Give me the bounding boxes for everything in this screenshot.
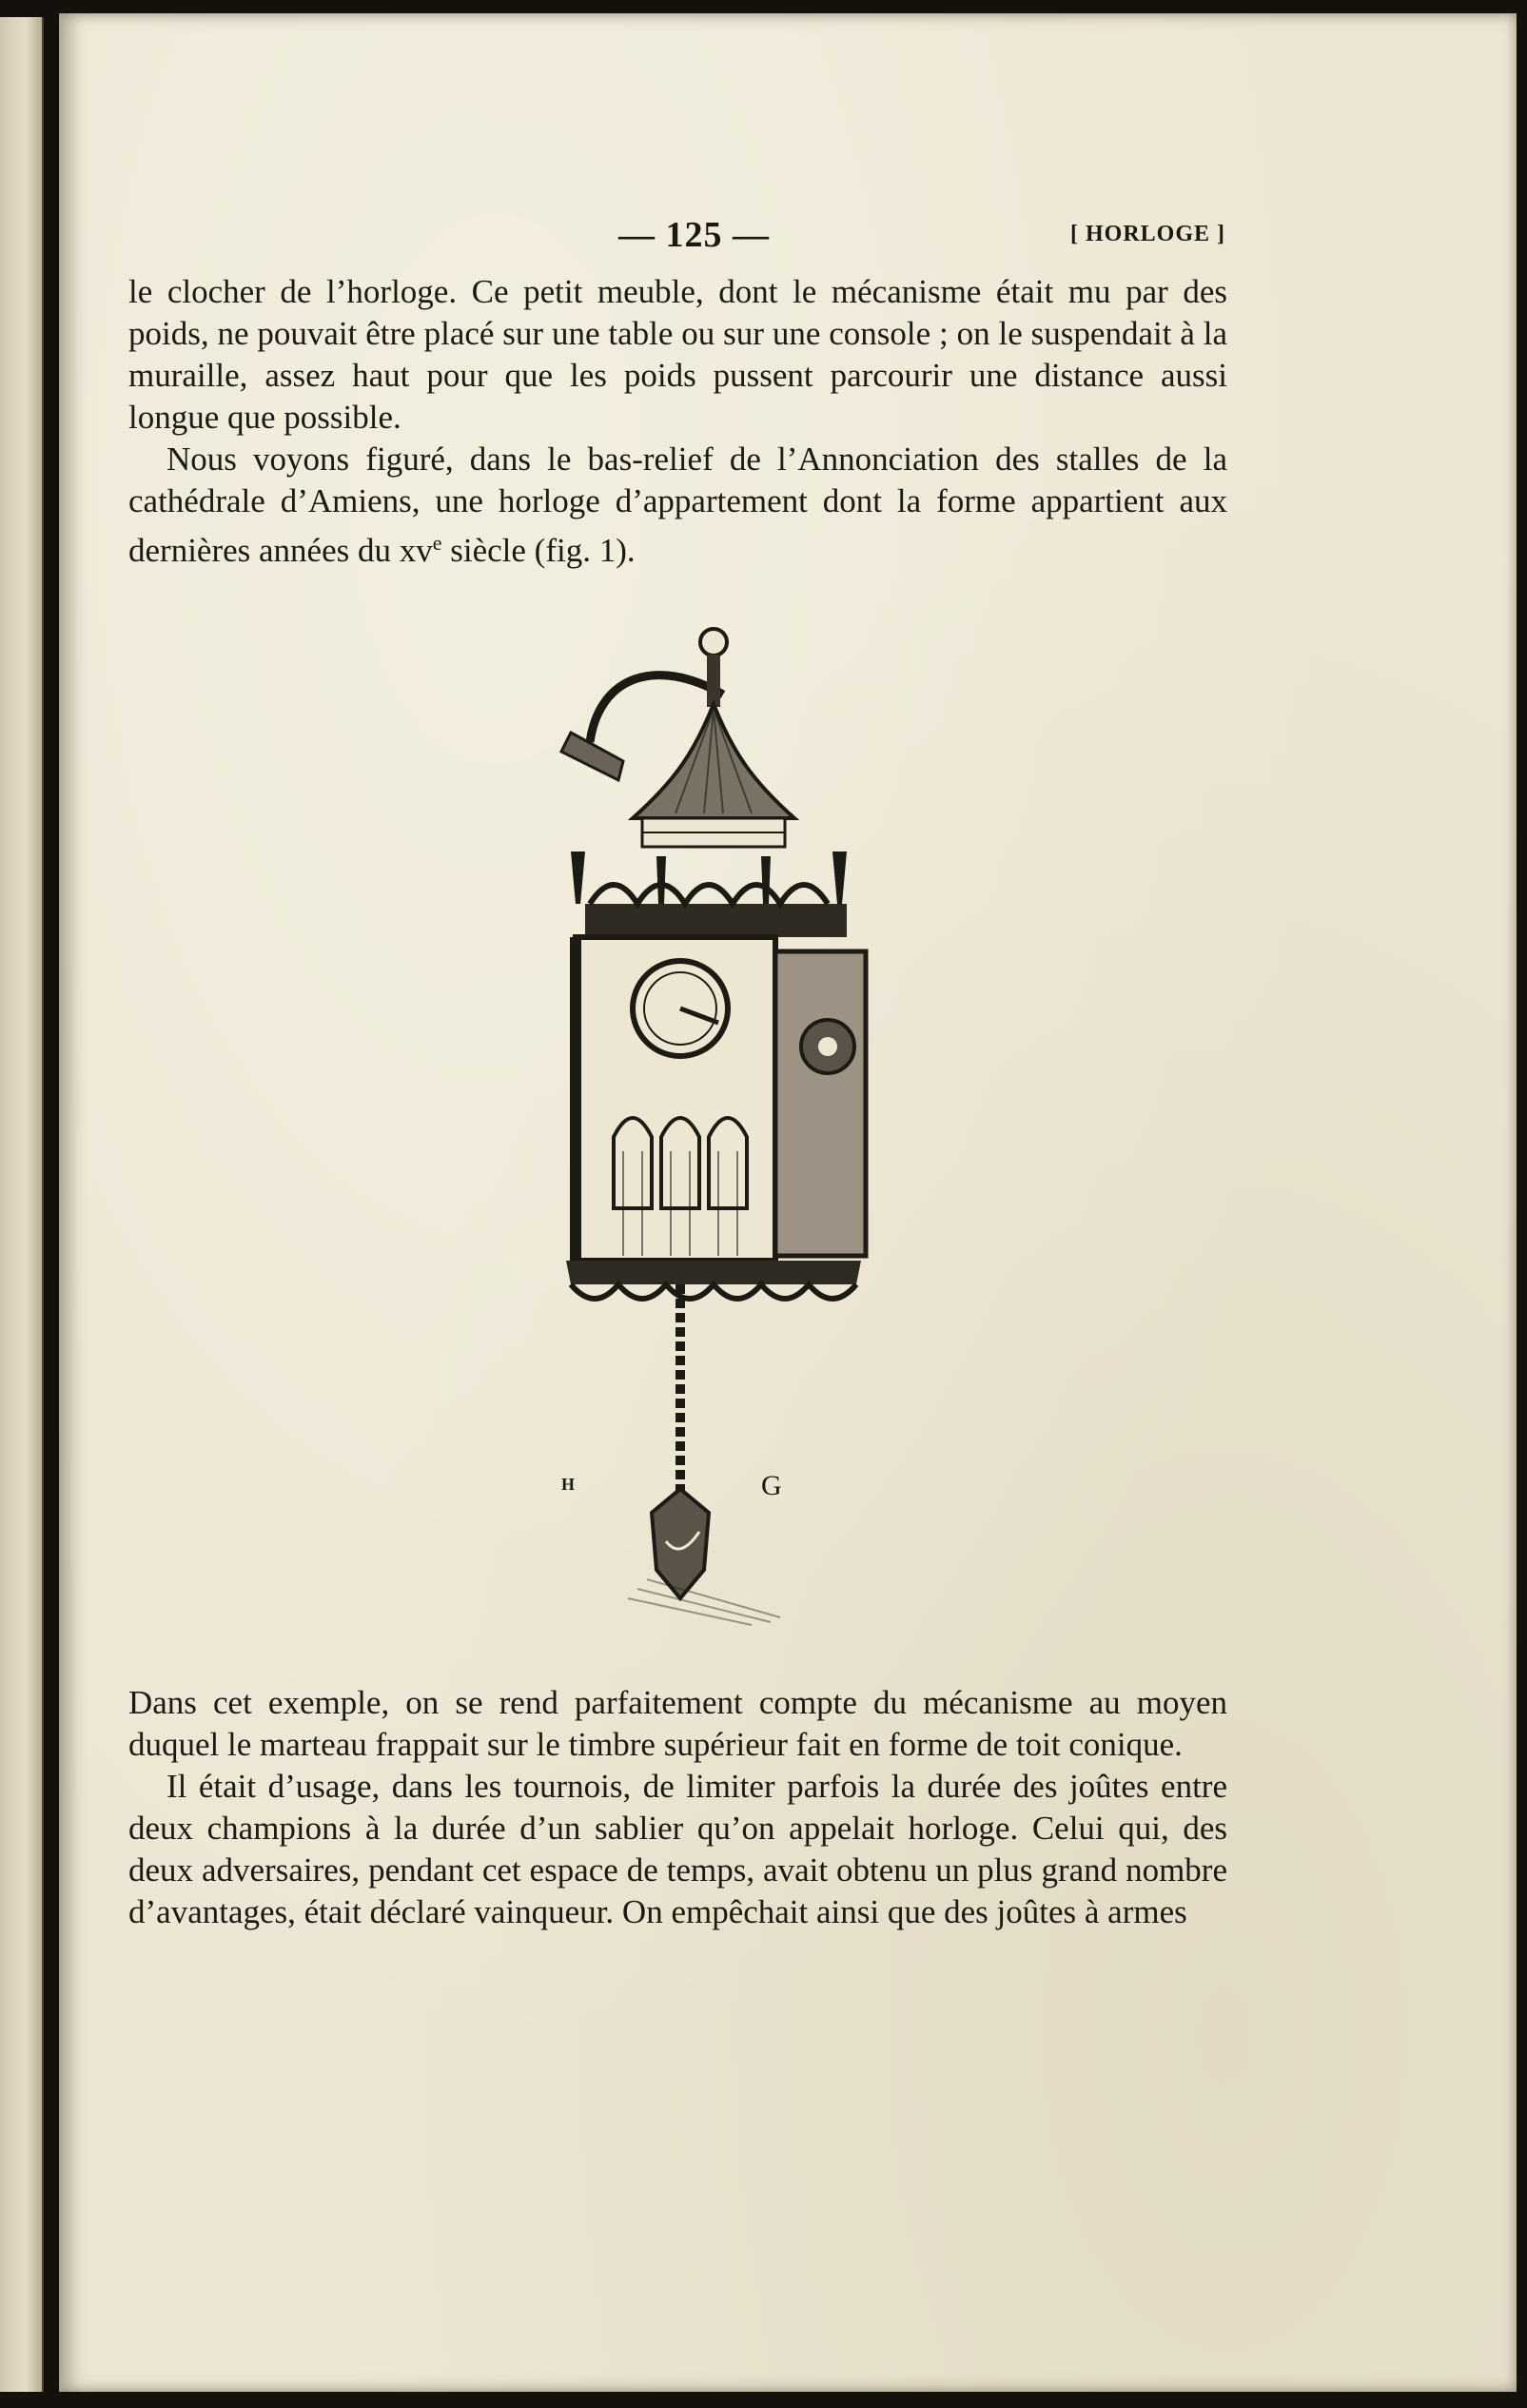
paragraph-2 xyxy=(128,439,1227,572)
clock-weight xyxy=(652,1489,709,1598)
figure-letter-g: G xyxy=(761,1470,782,1501)
paragraph-2-text: Nous voyons figuré, dans le bas-relief de l’Annonciation des stalles de la cathédrale d’Amiens, une horloge d’appartement dont la forme appartient aux dernières années du xv xyxy=(128,440,1227,569)
paragraph-2-end: siècle (fig. 1). xyxy=(441,532,636,569)
page-header xyxy=(128,214,1227,262)
bell-roof xyxy=(633,704,794,818)
running-head: [ HORLOGE ] xyxy=(1069,222,1225,246)
paragraph-4: Il était d’usage, dans les tournois, de limiter parfois la durée des joûtes entre deux champions à la durée d’un sablier qu’on appelait horloge. Celui qui, des deux adversaires, pendant cet espace de temps, avait obtenu un plus grand nombre d’avantages, était déclaré vainqueur. On empêchait ainsi que des joûtes à armes xyxy=(128,1768,1227,1930)
wall-clock-illustration xyxy=(533,618,894,1627)
text-block-bottom xyxy=(128,1682,1227,1933)
left-page-edge xyxy=(0,17,44,2392)
paragraph-1: le clocher de l’horloge. Ce petit meuble, dont le mécanisme était mu par des poids, ne pouvait être placé sur une table ou sur une console ; on le suspendait à la muraille, assez haut pour que les poids pussent parcourir une distance aussi longue que possible. xyxy=(128,273,1227,436)
page-number: — 125 — xyxy=(618,215,770,255)
paragraph-3: Dans cet exemple, on se rend parfaitement compte du mécanisme au moyen duquel le marteau frappait sur le timbre supérieur fait en forme de toit conique. xyxy=(128,1684,1227,1763)
clock-crest xyxy=(585,904,847,937)
figure-letter-h: H xyxy=(561,1475,576,1494)
text-block-top xyxy=(128,271,1227,572)
century-superscript: e xyxy=(432,531,442,555)
clock-finial xyxy=(700,629,727,656)
